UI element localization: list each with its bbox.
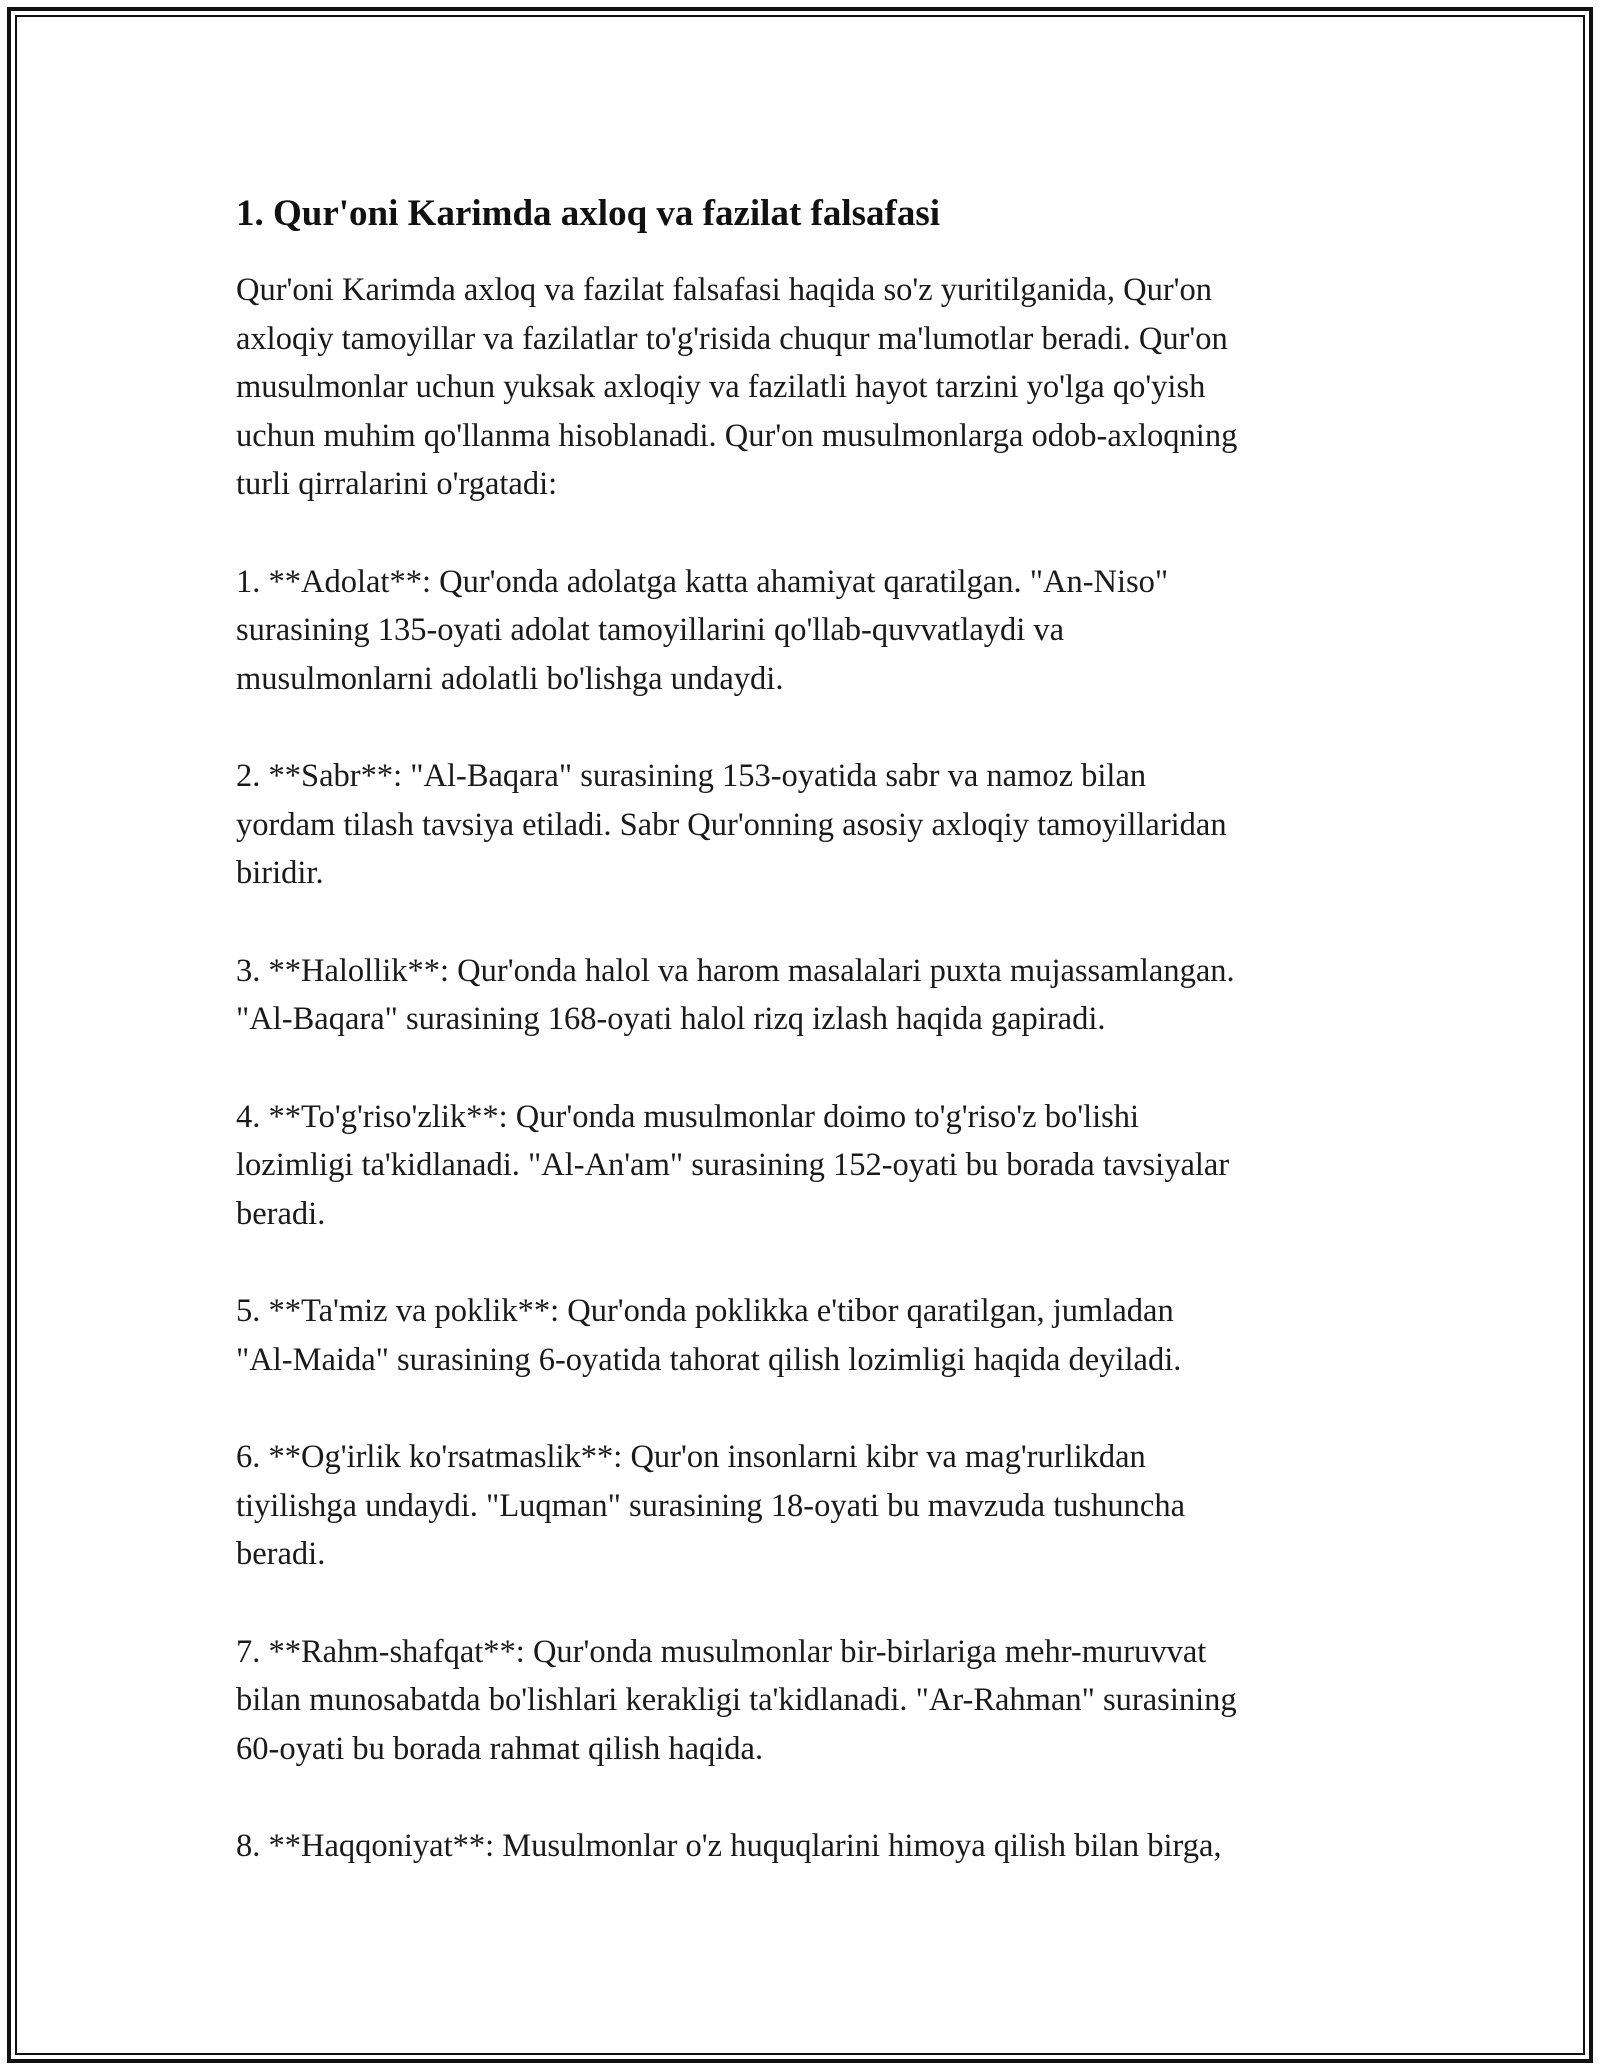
list-item-adolat: [236, 558, 1376, 704]
text-line: bilan munosabatda bo'lishlari kerakligi ta'kidlanadi. "Ar-Rahman" surasining: [236, 1682, 1237, 1718]
section-heading: 1. Qur'oni Karimda axloq va fazilat falsafasi: [236, 193, 941, 234]
list-item-kibr: [236, 1433, 1376, 1579]
text-line: 3. **Halollik**: Qur'onda halol va harom masalalari puxta mujassamlangan.: [236, 952, 1235, 989]
text-line: 2. **Sabr**: "Al-Baqara" surasining 153-oyatida sabr va namoz bilan: [236, 758, 1147, 794]
list-item-poklik: [236, 1287, 1376, 1384]
text-line: Qur'oni Karimda axloq va fazilat falsafasi haqida so'z yuritilganida, Qur'on: [236, 272, 1212, 308]
list-item-halollik: [236, 947, 1376, 1044]
text-line: "Al-Baqara" surasining 168-oyati halol rizq izlash haqida gapiradi.: [236, 1001, 1106, 1037]
text-line: 6. **Og'irlik ko'rsatmaslik**: Qur'on insonlarni kibr va mag'rurlikdan: [236, 1439, 1146, 1475]
text-line: beradi.: [236, 1195, 326, 1232]
list-item-haqqoniyat: [236, 1822, 1376, 1871]
text-line: 5. **Ta'miz va poklik**: Qur'onda poklikka e'tibor qaratilgan, jumladan: [236, 1293, 1174, 1329]
text-line: turli qirralarini o'rgatadi:: [236, 466, 558, 502]
document-body: [236, 186, 1376, 1920]
text-line: 8. **Haqqoniyat**: Musulmonlar o'z huquqlarini himoya qilish bilan birga,: [236, 1828, 1222, 1864]
text-line: tiyilishga undaydi. "Luqman" surasining 18-oyati bu mavzuda tushuncha: [236, 1487, 1186, 1524]
text-line: uchun muhim qo'llanma hisoblanadi. Qur'on musulmonlarga odob-axloqning: [236, 417, 1238, 454]
text-line: musulmonlar uchun yuksak axloqiy va fazilatli hayot tarzini yo'lga qo'yish: [236, 369, 1206, 405]
text-line: 1. **Adolat**: Qur'onda adolatga katta ahamiyat qaratilgan. "An-Niso": [236, 563, 1169, 600]
list-item-rahm-shafqat: [236, 1628, 1376, 1774]
text-line: lozimligi ta'kidlanadi. "Al-An'am" surasining 152-oyati bu borada tavsiyalar: [236, 1147, 1230, 1183]
text-line: surasining 135-oyati adolat tamoyillarini qo'llab-quvvatlaydi va: [236, 612, 1065, 648]
text-line: musulmonlarni adolatli bo'lishga undaydi.: [236, 660, 784, 697]
text-line: 60-oyati bu borada rahmat qilish haqida.: [236, 1730, 764, 1767]
list-item-togrisozlik: [236, 1093, 1376, 1239]
text-line: beradi.: [236, 1536, 326, 1572]
text-line: biridir.: [236, 855, 324, 891]
intro-paragraph: [236, 266, 1376, 509]
text-line: axloqiy tamoyillar va fazilatlar to'g'risida chuqur ma'lumotlar beradi. Qur'on: [236, 320, 1228, 357]
text-line: 4. **To'g'riso'zlik**: Qur'onda musulmonlar doimo to'g'riso'z bo'lishi: [236, 1098, 1140, 1135]
text-line: yordam tilash tavsiya etiladi. Sabr Qur'onning asosiy axloqiy tamoyillaridan: [236, 806, 1227, 843]
text-line: 7. **Rahm-shafqat**: Qur'onda musulmonlar bir-birlariga mehr-muruvvat: [236, 1633, 1207, 1670]
list-item-sabr: [236, 752, 1376, 898]
text-line: "Al-Maida" surasining 6-oyatida tahorat qilish lozimligi haqida deyiladi.: [236, 1341, 1182, 1378]
